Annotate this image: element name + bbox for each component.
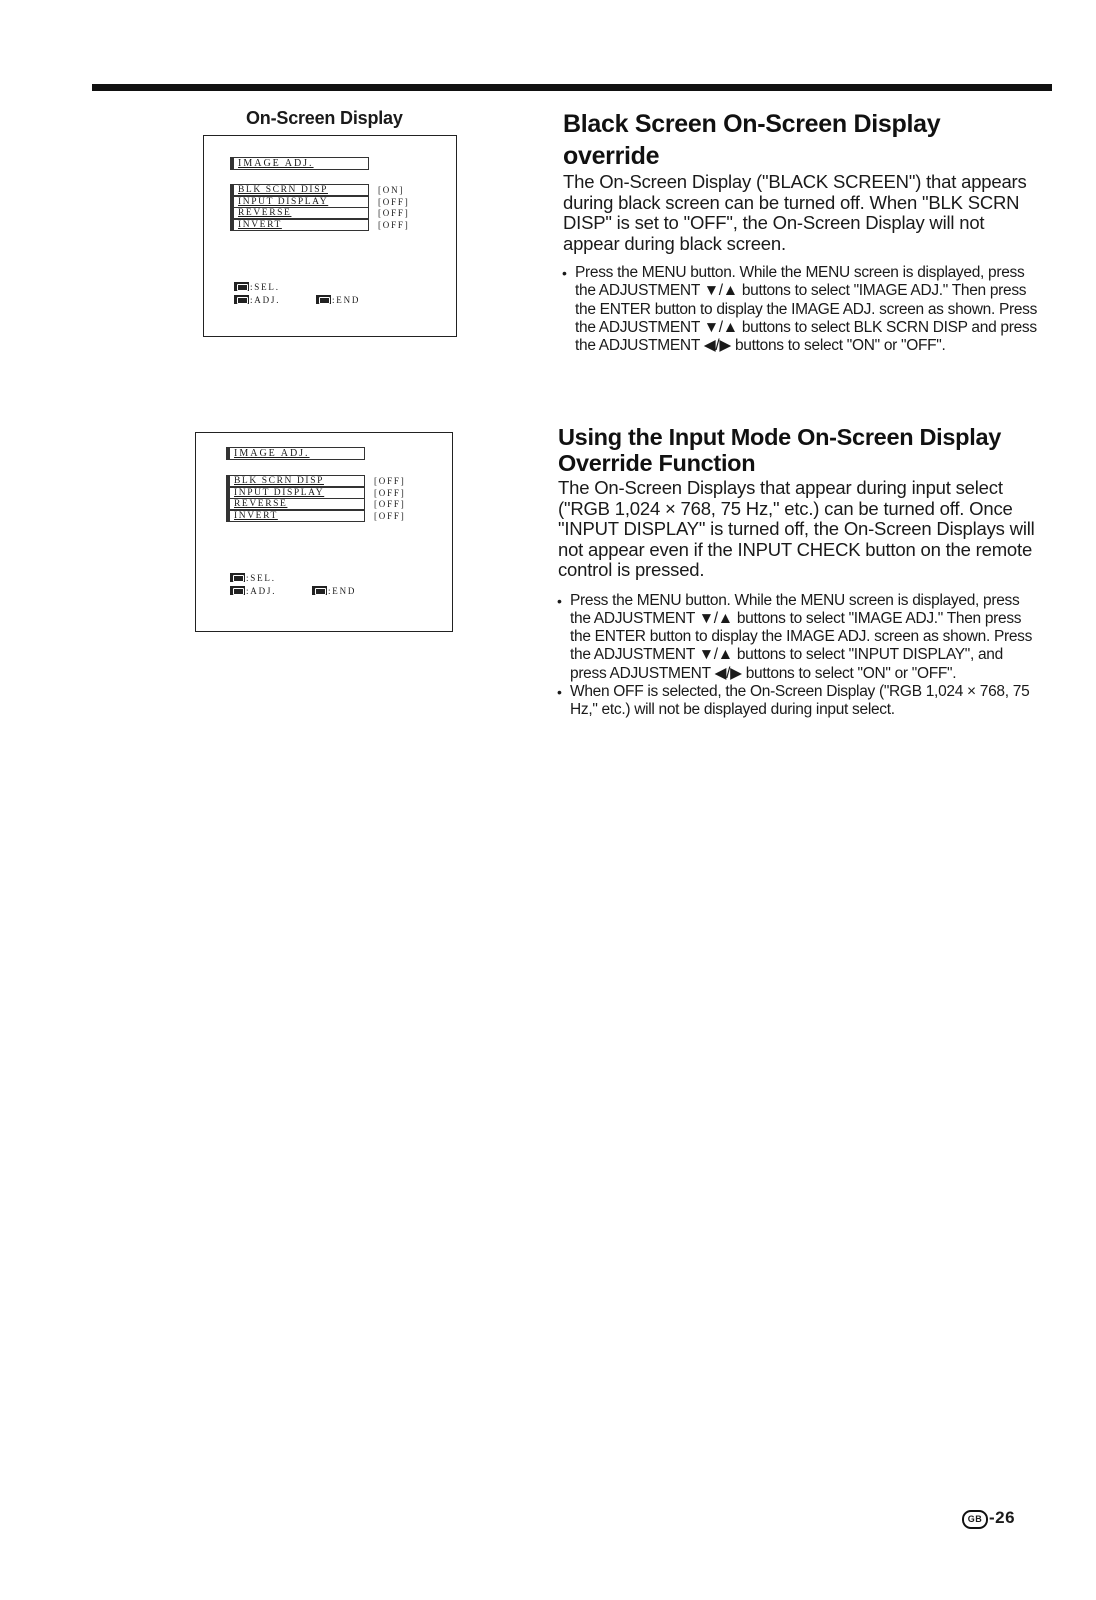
page-number-text: -26 xyxy=(989,1508,1016,1527)
osd-title: IMAGE ADJ. xyxy=(230,157,369,170)
instruction-item: • When OFF is selected, the On-Screen Display ("RGB 1,024 × 768, 75 Hz," etc.) will not be displayed during input select. xyxy=(558,683,1038,720)
legend-line xyxy=(234,282,434,295)
up-down-key-icon xyxy=(234,282,249,291)
legend-adj-text: :ADJ. xyxy=(250,295,281,305)
legend-line xyxy=(230,573,430,586)
menu-key-icon xyxy=(316,295,331,304)
instruction-item: • Press the MENU button. While the MENU screen is displayed, press the ADJUSTMENT ▼/▲ buttons to select "IMAGE ADJ." Then press the ENTER button to display the IMAGE ADJ. screen as shown. Press the ADJUSTMENT ▼/▲ buttons to select BLK SCRN DISP and press the ADJUSTMENT ◀/▶ buttons to select "ON" or "OFF". xyxy=(563,264,1043,355)
osd-item-label: BLK SCRN DISP xyxy=(230,184,369,196)
osd-item-value: [ON] xyxy=(378,185,405,195)
osd-key-legend xyxy=(234,282,434,308)
osd-example-1 xyxy=(203,135,457,337)
menu-key-icon xyxy=(312,586,327,595)
legend-end xyxy=(312,586,356,596)
osd-item-label: INVERT xyxy=(226,510,365,522)
osd-item-value: [OFF] xyxy=(374,476,406,486)
osd-item-value: [OFF] xyxy=(378,208,410,218)
legend-sel-text: :SEL. xyxy=(250,282,280,292)
section-heading: Black Screen On-Screen Display override xyxy=(563,110,941,170)
osd-menu-list xyxy=(230,184,450,230)
osd-item-label: REVERSE xyxy=(230,207,369,219)
osd-item-label: INVERT xyxy=(230,219,369,231)
page-number xyxy=(962,1508,1015,1529)
osd-example-2 xyxy=(195,432,453,632)
osd-menu-row xyxy=(230,207,450,219)
osd-menu-row xyxy=(226,487,446,499)
osd-caption: On-Screen Display xyxy=(246,108,403,128)
instruction-list xyxy=(563,264,1043,355)
legend-line xyxy=(234,295,434,308)
section-body: The On-Screen Displays that appear during input select ("RGB 1,024 × 768, 75 Hz," etc.) can be turned off. Once "INPUT DISPLAY" is turned off, the On-Screen Displays will not appear even if the INPUT CHECK button on the remote control is pressed. xyxy=(558,477,1035,580)
osd-item-value: [OFF] xyxy=(378,196,410,207)
osd-item-label: BLK SCRN DISP xyxy=(226,475,365,487)
section-black-screen xyxy=(563,108,1043,355)
osd-item-label: INPUT DISPLAY xyxy=(226,487,365,499)
legend-adj-text: :ADJ. xyxy=(246,586,277,596)
osd-title: IMAGE ADJ. xyxy=(226,447,365,460)
osd-item-label: REVERSE xyxy=(226,498,365,510)
osd-item-value: [OFF] xyxy=(374,499,406,509)
osd-item-value: [OFF] xyxy=(374,487,406,498)
osd-item-label: INPUT DISPLAY xyxy=(230,196,369,208)
osd-item-value: [OFF] xyxy=(374,510,406,521)
legend-sel-text: :SEL. xyxy=(246,573,276,583)
gb-badge: GB xyxy=(962,1510,988,1529)
section-heading: Using the Input Mode On-Screen Display Override Function xyxy=(558,424,1001,476)
legend-end-text: :END xyxy=(328,586,357,596)
osd-menu-list xyxy=(226,475,446,521)
section-input-mode xyxy=(558,424,1038,720)
instruction-item: • Press the MENU button. While the MENU screen is displayed, press the ADJUSTMENT ▼/▲ buttons to select "IMAGE ADJ." Then press the ENTER button to display the IMAGE ADJ. screen as shown. Press the ADJUSTMENT ▼/▲ buttons to select "INPUT DISPLAY", and press ADJUSTMENT ◀/▶ buttons to select "ON" or "OFF". xyxy=(558,592,1038,683)
osd-menu-row xyxy=(230,196,450,208)
osd-menu-row xyxy=(226,510,446,522)
section-body: The On-Screen Display ("BLACK SCREEN") that appears during black screen can be turned off. When "BLK SCRN DISP" is set to "OFF", the On-Screen Display will not appear during black screen. xyxy=(563,171,1027,254)
legend-end-text: :END xyxy=(332,295,361,305)
osd-item-value: [OFF] xyxy=(378,219,410,230)
top-rule xyxy=(92,84,1052,91)
instruction-list xyxy=(558,592,1038,720)
up-down-key-icon xyxy=(230,573,245,582)
osd-menu-row xyxy=(230,219,450,231)
osd-key-legend xyxy=(230,573,430,599)
left-right-key-icon xyxy=(230,586,245,595)
osd-menu-row xyxy=(230,184,450,196)
osd-menu-row xyxy=(226,498,446,510)
legend-line xyxy=(230,586,430,599)
osd-menu-row xyxy=(226,475,446,487)
left-right-key-icon xyxy=(234,295,249,304)
legend-end xyxy=(316,295,360,305)
